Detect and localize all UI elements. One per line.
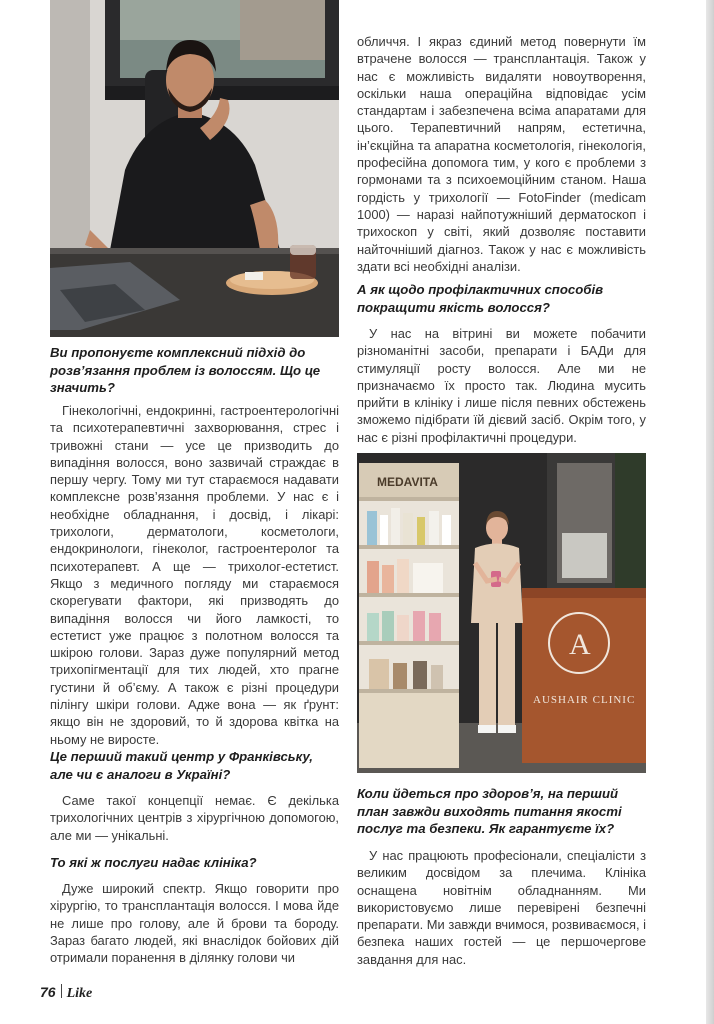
question-prevention: А як щодо профілактичних способів покращити якість волосся? bbox=[357, 282, 604, 315]
page-edge bbox=[706, 0, 714, 1024]
answer-services: Дуже широкий спектр. Якщо говорити про хірургію, то трансплантація волосся. І мова йде не лише про голову, але й брови та бороду. Зараз багато людей, які внаслідок бойових дій отримали поранення в ділянку голови чи bbox=[50, 881, 339, 966]
photo-doctor bbox=[50, 0, 339, 337]
clinic-logo-letter: A bbox=[569, 628, 591, 661]
page-footer bbox=[40, 984, 92, 1002]
photo-clinic bbox=[357, 453, 646, 773]
question-first-center: Це перший такий центр у Франківську, але чи є аналоги в Україні? bbox=[50, 749, 313, 782]
footer-divider bbox=[61, 984, 62, 998]
question-quality-safety: Коли йдеться про здоров’я, на перший план завжди виходять питання якості послуг та безпеки. Як гарантуєте їх? bbox=[357, 786, 622, 836]
shelf-brand-text: MEDAVITA bbox=[377, 475, 438, 489]
page-number: 76 bbox=[40, 984, 56, 1000]
photo-clinic-illustration bbox=[357, 453, 646, 773]
clinic-wall-sign: AUSHAIR CLINIC bbox=[533, 694, 636, 706]
answer-prevention: У нас на вітрині ви можете побачити різноманітні засоби, препарати і БАДи для стимуляції росту волосся. Але ми не призначаємо їх просто так. Людина мусить прийти в клініку і лише після певних обстежень зможемо підібрати їй дієвий засіб. Окрім того, у нас є різні профілактичні процедури. bbox=[357, 326, 646, 445]
question-services: То які ж послуги надає клініка? bbox=[50, 855, 257, 870]
photo-doctor-illustration bbox=[50, 0, 339, 337]
answer-comprehensive-approach: Гінекологічні, ендокринні, гастроентерологічні та психотерапевтичні захворювання, стрес і тривожні стани — усе це призводить до випадіння волосся, воно зазвичай страждає в першу чергу. Тому ми тут стараємося надавати комплексне розв’язання проблеми. У нас є і необхідне обладнання, і досвід, і лікарі: трихологи, дерматологи, косметологи, ендокринологи, гінеколог, гастроентеролог та психотерапевт. А ще — трихолог-естетист. Якщо з медичного погляду ми стараємося скорегувати фактори, які призводять до випадіння волосся чи його ламкості, то естетист уже працює з полотном волосся та шкірою голови. Зараз дуже популярний метод трихопігментації для тих людей, хто прагне густини й об’єму. А також є різні процедури пілінгу шкіри голови. Адже вона — як ґрунт: якщо він не здоровий, то й здорова квітка на ньому не виросте. bbox=[50, 403, 339, 747]
magazine-name: Like bbox=[66, 986, 93, 1001]
answer-first-center: Саме такої концепції немає. Є декілька трихологічних центрів з хірургічною допомогою, але ми — унікальні. bbox=[50, 793, 339, 843]
answer-services-continued: обличчя. І якраз єдиний метод повернути їм втрачене волосся — трансплантація. Також у нас є можливість видаляти новоутворення, оскільки наша операційна відповідає усім стандартам і забезпечена всіма апаратами для цього. Терапевтичний напрям, естетична, ін’єкційна та апаратна косметологія, гінекологія, професійна допомога тим, у кого є проблеми з гормонами та з психоемоційним станом. Наша гордість у трихології — FotoFinder (medicam 1000) — наразі найпотужніший дерматоскоп і трихоскоп у світі, який дозволяє поставити найточніший діагноз. Також у нас є можливість здати всі необхідні аналізи. bbox=[357, 34, 646, 274]
question-comprehensive-approach: Ви пропонуєте комплексний підхід до розв’язання проблем із волоссям. Що це значить? bbox=[50, 345, 321, 395]
answer-quality-safety: У нас працюють професіонали, спеціалісти з великим досвідом за плечима. Клініка оснащена новітнім обладнанням. Ми використовуємо лише перевірені безпечні препарати. Ми завжди вчимося, розвиваємося, і безпека наших гостей — це першочергове завдання для нас. bbox=[357, 848, 646, 967]
